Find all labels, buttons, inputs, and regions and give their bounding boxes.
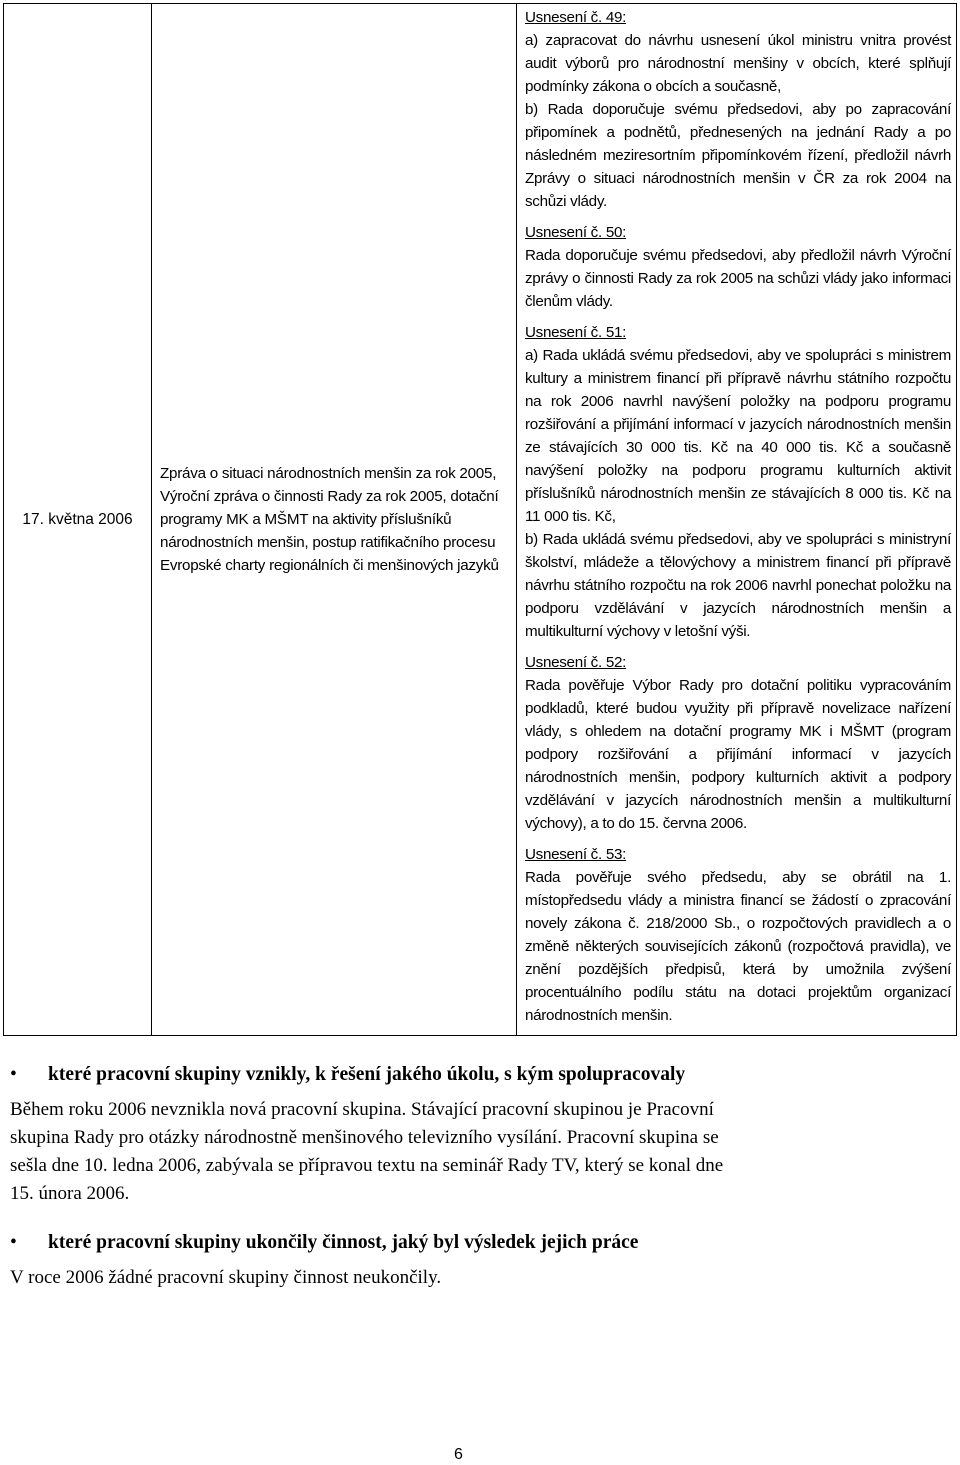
resolutions-cell — [517, 4, 957, 1036]
resolution-text: a) Rada ukládá svému předsedovi, aby ve spolupráci s ministrem kultury a ministrem financí při přípravě návrhu státního rozpočtu na rok 2006 navrhl navýšení položky na podporu programu rozšiřování a přijímání informací v jazycích národnostních menšin ze stávajících 30 000 tis. Kč na 40 000 tis. Kč a současně navýšení položky na podporu programu kulturních aktivit příslušníků národnostních menšin ze stávajících 8 000 tis. Kč na 11 000 tis. Kč, — [525, 347, 951, 525]
resolution-text: Rada pověřuje svého předsedu, aby se obrátil na 1. místopředsedu vlády a ministra financí se žádostí o zpracování novely zákona č. 218/2000 Sb., o rozpočtových pravidlech a o změně některých souvisejících zákonů (rozpočtová pravidla), ve znění pozdějších předpisů, která by umožnila zvýšení procentuálního podílu státu na dotaci projektům organizací národnostních menšin. — [525, 869, 951, 1024]
meeting-date: 17. května 2006 — [4, 4, 152, 1036]
resolution-heading: Usnesení č. 49: — [525, 9, 627, 26]
bullet-icon: • — [10, 1064, 17, 1085]
resolution-heading: Usnesení č. 50: — [525, 224, 627, 241]
paragraph-ended-groups: V roce 2006 žádné pracovní skupiny činnost neukončily. — [10, 1267, 442, 1288]
resolution-heading: Usnesení č. 53: — [525, 846, 627, 863]
paragraph-line: Během roku 2006 nevznikla nová pracovní skupina. Stávající pracovní skupinou je Pracovní — [10, 1099, 714, 1120]
table-row — [4, 4, 957, 1036]
paragraph-line: 15. února 2006. — [10, 1183, 130, 1204]
page-number: 6 — [454, 1446, 463, 1463]
paragraph-line: sešla dne 10. ledna 2006, zabývala se přípravou textu na seminář Rady TV, který se konal dne — [10, 1155, 724, 1176]
resolution-49 — [525, 6, 951, 213]
resolution-53 — [525, 843, 951, 1027]
bullet-heading: které pracovní skupiny ukončily činnost, jaký byl výsledek jejich práce — [48, 1232, 639, 1253]
resolution-heading: Usnesení č. 52: — [525, 654, 627, 671]
resolution-text: b) Rada ukládá svému předsedovi, aby ve spolupráci s ministryní školství, mládeže a tělovýchovy a ministrem financí při přípravě návrhu státního rozpočtu na rok 2006 navrhl ponechat položku na podporu vzdělávání v jazycích národnostních menšin a multikulturní výchovy v letošní výši. — [525, 531, 951, 640]
bullet-heading: které pracovní skupiny vznikly, k řešení jakého úkolu, s kým spolupracovaly — [48, 1064, 686, 1085]
meeting-topic: Zpráva o situaci národnostních menšin za rok 2005, Výroční zpráva o činnosti Rady za rok 2005, dotační programy MK a MŠMT na aktivity příslušníků národnostních menšin, postup ratifikačního procesu Evropské charty regionálních či menšinových jazyků — [152, 4, 517, 1036]
resolutions-table — [3, 3, 957, 1036]
resolution-text: a) zapracovat do návrhu usnesení úkol ministru vnitra provést audit výborů pro národnostní menšiny v obcích, které splňují podmínky zákona o obcích a současně, — [525, 32, 951, 95]
resolution-51 — [525, 321, 951, 643]
bullet-icon: • — [10, 1232, 17, 1253]
resolution-heading: Usnesení č. 51: — [525, 324, 627, 341]
resolution-text: b) Rada doporučuje svému předsedovi, aby po zapracování připomínek a podnětů, přednesených na jednání Rady a po následném meziresortním připomínkovém řízení, předložil návrh Zprávy o situaci národnostních menšin v ČR za rok 2004 na schůzi vlády. — [525, 101, 951, 210]
paragraph-line: skupina Rady pro otázky národnostně menšinového televizního vysílání. Pracovní skupina se — [10, 1127, 719, 1148]
paragraph-working-groups — [10, 1096, 930, 1208]
resolution-text: Rada pověřuje Výbor Rady pro dotační politiku vypracováním podkladů, které budou využity při přípravě novelizace nařízení vlády, s ohledem na dotační programy MK i MŠMT (program podpory rozšiřování a přijímání informací v jazycích národnostních menšin, podpory kulturních aktivit a podpory vzdělávání v jazycích národnostních menšin a multikulturní výchovy), a to do 15. června 2006. — [525, 677, 951, 832]
resolution-text: Rada doporučuje svému předsedovi, aby předložil návrh Výroční zprávy o činnosti Rady za rok 2005 na schůzi vlády jako informaci členům vlády. — [525, 247, 951, 310]
resolution-50 — [525, 221, 951, 313]
resolution-52 — [525, 651, 951, 835]
